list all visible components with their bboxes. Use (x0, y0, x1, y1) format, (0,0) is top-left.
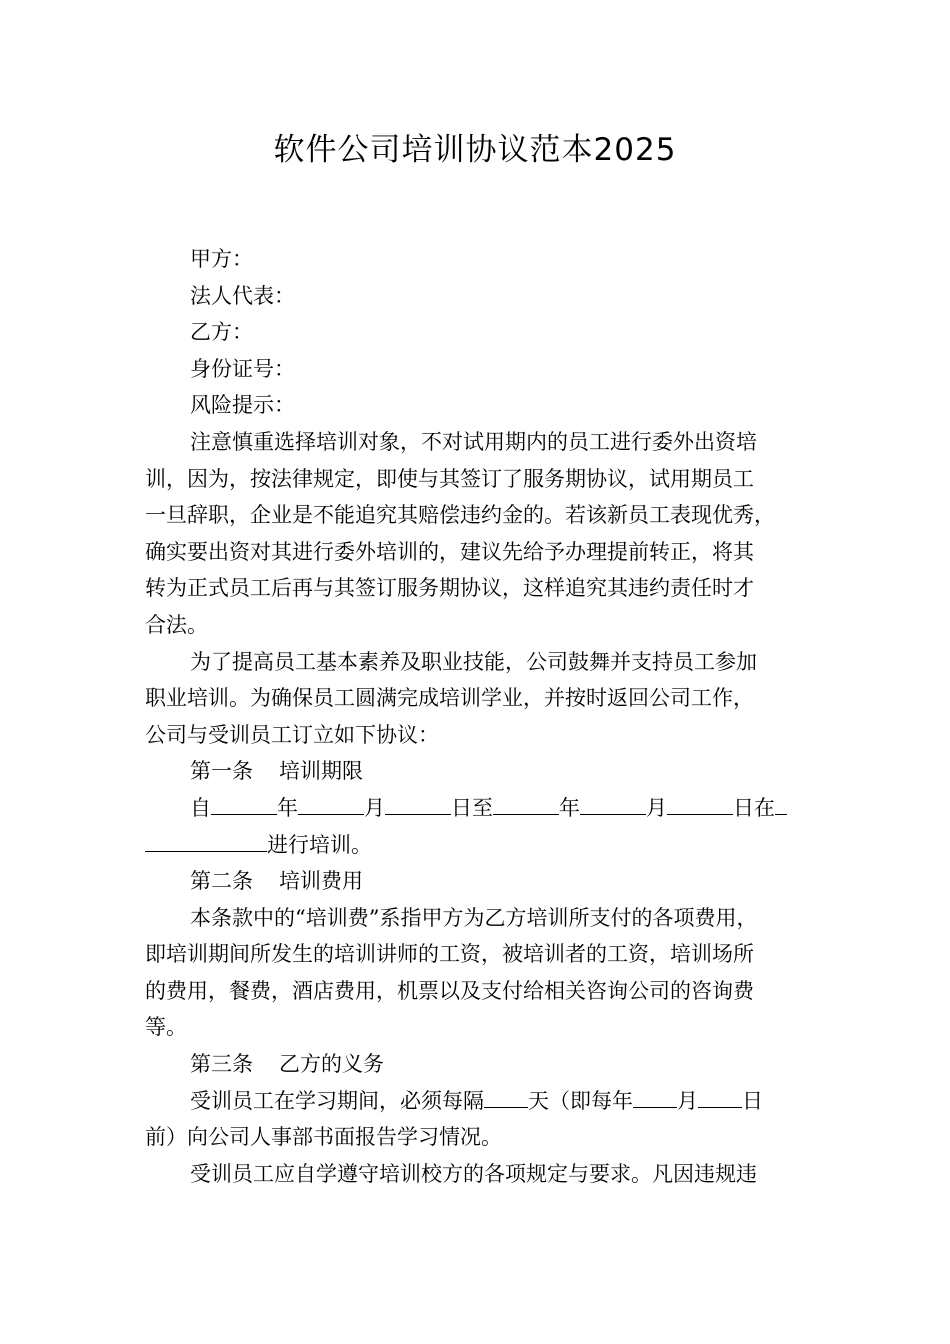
article-3-title: 乙方的义务 (279, 1052, 384, 1077)
blank-month-end (580, 794, 646, 815)
text-report-interval: 受训员工在学习期间，必须每隔 (190, 1088, 484, 1113)
article-3-para-1-line-2: 前）向公司人事部书面报告学习情况。 (145, 1125, 502, 1150)
article-2-line-4: 等。 (145, 1015, 187, 1040)
text-month: 月 (364, 795, 385, 820)
risk-line-2: 训，因为，按法律规定，即使与其签订了服务期协议，试用期员工 (145, 466, 754, 491)
intro-line-1: 为了提高员工基本素养及职业技能，公司鼓舞并支持员工参加 (190, 649, 757, 674)
risk-line-1: 注意慎重选择培训对象，不对试用期内的员工进行委外出资培 (190, 429, 757, 454)
text-day-at: 日在 (733, 795, 775, 820)
risk-line-5: 转为正式员工后再与其签订服务期协议，这样追究其违约责任时才 (145, 576, 754, 601)
text-report-month: 月 (677, 1088, 698, 1113)
text-from: 自 (190, 795, 211, 820)
article-1-title: 培训期限 (279, 759, 363, 784)
text-month-2: 月 (646, 795, 667, 820)
risk-line-3: 一旦辞职，企业是不能追究其赔偿违约金的。若该新员工表现优秀， (145, 503, 775, 528)
text-year: 年 (277, 795, 298, 820)
article-3-para-1-line-1 (145, 1083, 813, 1120)
text-conduct-training: 进行培训。 (267, 832, 372, 857)
blank-report-day (698, 1087, 742, 1108)
risk-line-4: 确实要出资对其进行委外培训的，建议先给予办理提前转正，将其 (145, 539, 754, 564)
article-2-title: 培训费用 (279, 869, 363, 894)
article-3-para-2-line-1: 受训员工应自学遵守培训校方的各项规定与要求。凡因违规违 (190, 1161, 757, 1186)
article-2-number: 第二条 (190, 869, 253, 894)
text-report-day: 日 (742, 1088, 763, 1113)
blank-day-end (667, 794, 733, 815)
intro-line-3: 公司与受训员工订立如下协议： (145, 722, 439, 747)
article-1-heading (145, 753, 813, 790)
blank-location-start (775, 794, 787, 815)
blank-location (145, 831, 267, 852)
blank-month-start (298, 794, 364, 815)
article-1-line-2 (145, 827, 813, 864)
text-days-annual: 天（即每年 (528, 1088, 633, 1113)
article-2-line-1: 本条款中的“培训费”系指甲方为乙方培训所支付的各项费用， (190, 905, 758, 930)
article-3-number: 第三条 (190, 1052, 253, 1077)
field-risk-notice: 风险提示： (190, 393, 295, 418)
field-id-number: 身份证号： (190, 356, 295, 381)
blank-year-end (493, 794, 559, 815)
article-2-line-2: 即培训期间所发生的培训讲师的工资，被培训者的工资，培训场所 (145, 942, 754, 967)
document-body (145, 241, 813, 1192)
article-1-number: 第一条 (190, 759, 253, 784)
blank-days (484, 1087, 528, 1108)
field-legal-rep: 法人代表： (190, 283, 295, 308)
text-day-to: 日至 (451, 795, 493, 820)
article-2-heading (145, 863, 813, 900)
field-party-b: 乙方： (190, 320, 253, 345)
article-1-line-1 (145, 790, 813, 827)
field-party-a: 甲方： (190, 247, 253, 271)
article-2-line-3: 的费用，餐费，酒店费用，机票以及支付给相关咨询公司的咨询费 (145, 978, 754, 1003)
blank-year-start (211, 794, 277, 815)
blank-day-start (385, 794, 451, 815)
document-title: 软件公司培训协议范本2025 (273, 132, 677, 168)
risk-line-6: 合法。 (145, 612, 208, 637)
intro-line-2: 职业培训。为确保员工圆满完成培训学业，并按时返回公司工作， (145, 686, 754, 711)
article-3-heading (145, 1046, 813, 1083)
text-year-2: 年 (559, 795, 580, 820)
blank-report-month (633, 1087, 677, 1108)
